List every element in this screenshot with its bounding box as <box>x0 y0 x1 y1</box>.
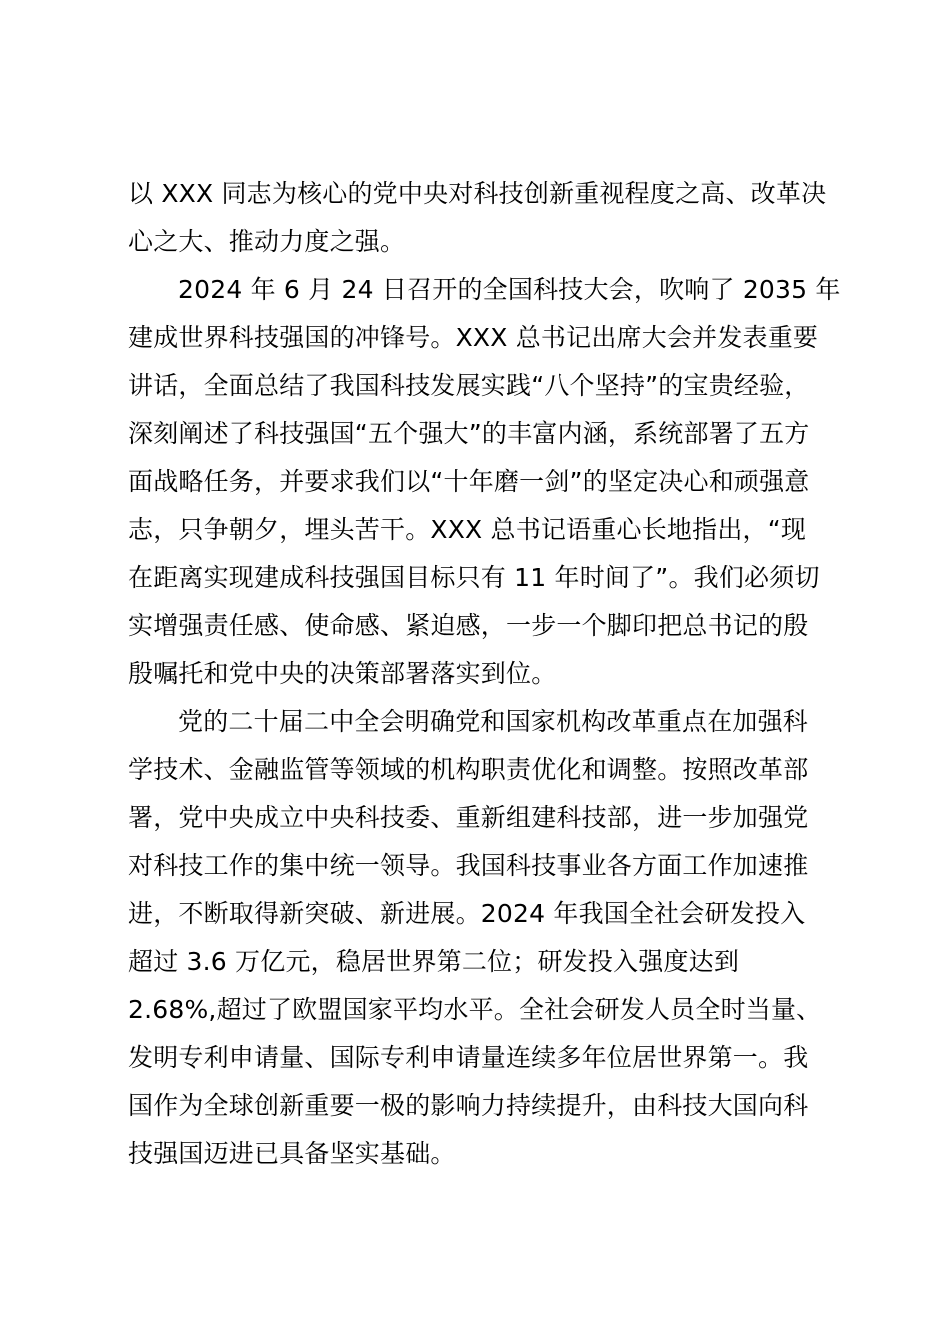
paragraph-line: 面战略任务，并要求我们以“十年磨一剑”的坚定决心和顽强意 <box>128 467 810 496</box>
paragraph-line: 心之大、推动力度之强。 <box>128 227 406 256</box>
paragraph-line: 超过 3.6 万亿元，稳居世界第二位；研发投入强度达到 <box>128 947 740 976</box>
paragraph-line: 2.68%,超过了欧盟国家平均水平。全社会研发人员全时当量、 <box>128 995 822 1024</box>
paragraph-line: 殷嘱托和党中央的决策部署落实到位。 <box>128 659 557 688</box>
paragraph-line: 以 XXX 同志为核心的党中央对科技创新重视程度之高、改革决 <box>128 179 827 208</box>
paragraph-line: 志，只争朝夕，埋头苦干。XXX 总书记语重心长地指出，“现 <box>128 515 807 544</box>
document-body <box>128 170 841 1178</box>
paragraph-line: 2024 年 6 月 24 日召开的全国科技大会，吹响了 2035 年 <box>178 275 841 304</box>
paragraph-line: 发明专利申请量、国际专利申请量连续多年位居世界第一。我 <box>128 1043 809 1072</box>
paragraph-2 <box>128 266 841 698</box>
paragraph-line: 建成世界科技强国的冲锋号。XXX 总书记出席大会并发表重要 <box>128 323 819 352</box>
paragraph-line: 国作为全球创新重要一极的影响力持续提升，由科技大国向科 <box>128 1091 809 1120</box>
paragraph-line: 在距离实现建成科技强国目标只有 11 年时间了”。我们必须切 <box>128 563 820 592</box>
paragraph-line: 深刻阐述了科技强国“五个强大”的丰富内涵，系统部署了五方 <box>128 419 810 448</box>
paragraph-1 <box>128 170 828 266</box>
paragraph-line: 进，不断取得新突破、新进展。2024 年我国全社会研发投入 <box>128 899 806 928</box>
paragraph-line: 讲话，全面总结了我国科技发展实践“八个坚持”的宝贵经验， <box>128 371 810 400</box>
paragraph-line: 署，党中央成立中央科技委、重新组建科技部，进一步加强党 <box>128 803 809 832</box>
paragraph-line: 实增强责任感、使命感、紧迫感，一步一个脚印把总书记的殷 <box>128 611 809 640</box>
paragraph-line: 学技术、金融监管等领域的机构职责优化和调整。按照改革部 <box>128 755 809 784</box>
paragraph-line: 党的二十届二中全会明确党和国家机构改革重点在加强科 <box>178 707 809 736</box>
paragraph-3 <box>128 698 828 1178</box>
paragraph-line: 技强国迈进已具备坚实基础。 <box>128 1139 456 1168</box>
paragraph-line: 对科技工作的集中统一领导。我国科技事业各方面工作加速推 <box>128 851 809 880</box>
